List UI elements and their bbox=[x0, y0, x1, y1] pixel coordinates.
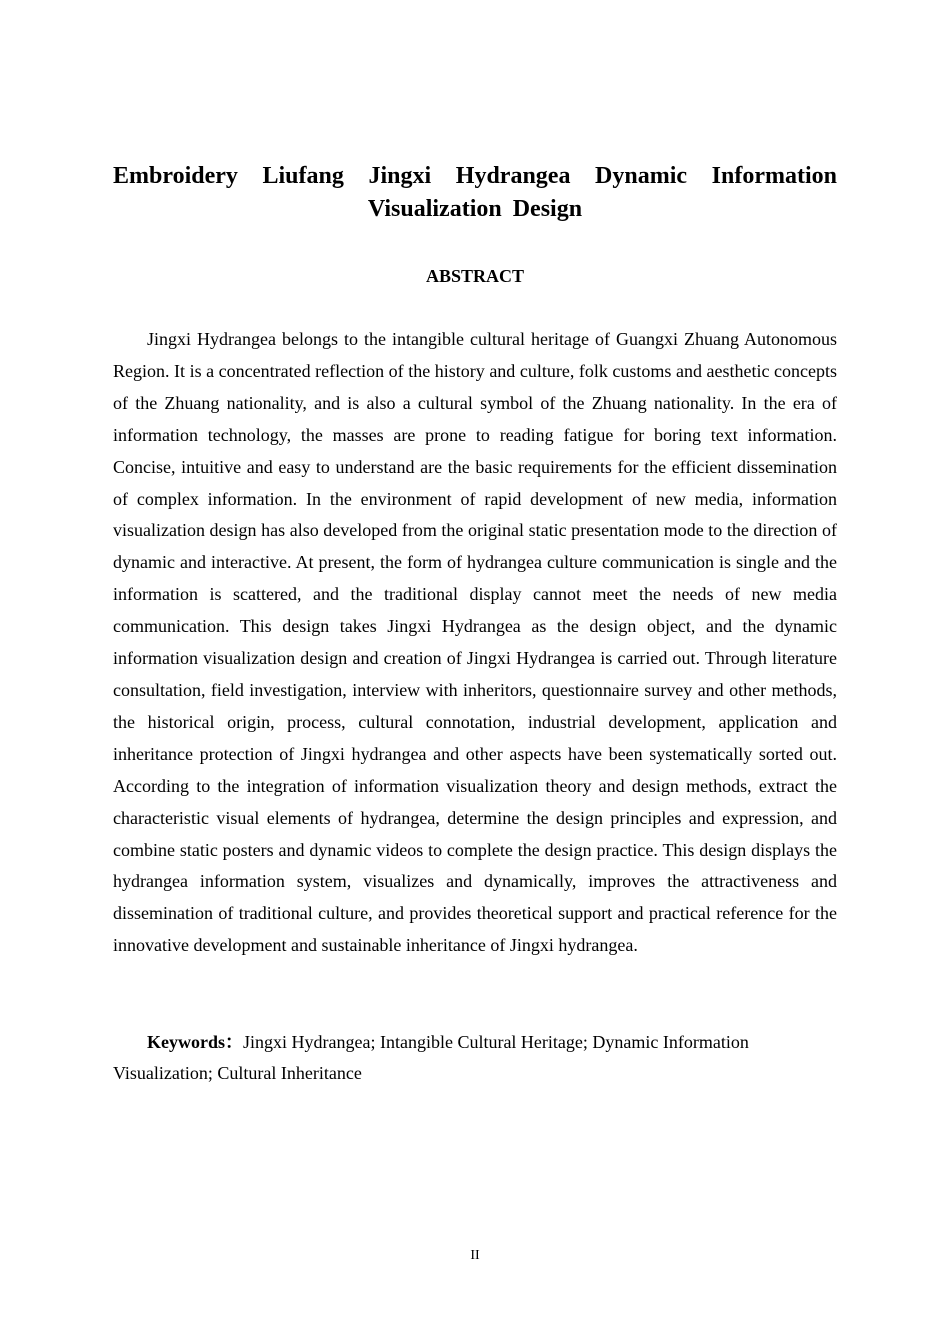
page-number: II bbox=[470, 1248, 480, 1263]
document-title: Embroidery Liufang Jingxi Hydrangea Dynamic Information Visualization Design bbox=[113, 163, 837, 222]
keywords-label: Keywords： bbox=[147, 1032, 243, 1052]
keywords-text: Jingxi Hydrangea; Intangible Cultural Heritage; Dynamic Information Visualization; Cultural Inheritance bbox=[113, 1032, 749, 1083]
abstract-heading: ABSTRACT bbox=[425, 266, 525, 286]
keywords-paragraph bbox=[113, 1027, 837, 1089]
abstract-paragraph: Jingxi Hydrangea belongs to the intangible cultural heritage of Guangxi Zhuang Autonomous Region. It is a concentrated reflection of the history and culture, folk customs and aesthetic concepts of the Zhuang nationality, and is also a cultural symbol of the Zhuang nationality. In the era of information technology, the masses are prone to reading fatigue for boring text information. Concise, intuitive and easy to understand are the basic requirements for the efficient dissemination of complex information. In the environment of rapid development of new media, information visualization design has also developed from the original static presentation mode to the direction of dynamic and interactive. At present, the form of hydrangea culture communication is single and the information is scattered, and the traditional display cannot meet the needs of new media communication. This design takes Jingxi Hydrangea as the design object, and the dynamic information visualization design and creation of Jingxi Hydrangea is carried out. Through literature consultation, field investigation, interview with inheritors, questionnaire survey and other methods, the historical origin, process, cultural connotation, industrial development, application and inheritance protection of Jingxi hydrangea and other aspects have been systematically sorted out. According to the integration of information visualization theory and design methods, extract the characteristic visual elements of hydrangea, determine the design principles and expression, and combine static posters and dynamic videos to complete the design practice. This design displays the hydrangea information system, visualizes and dynamically, improves the attractiveness and dissemination of traditional culture, and provides theoretical support and practical reference for the innovative development and sustainable inheritance of Jingxi hydrangea. bbox=[113, 329, 837, 956]
